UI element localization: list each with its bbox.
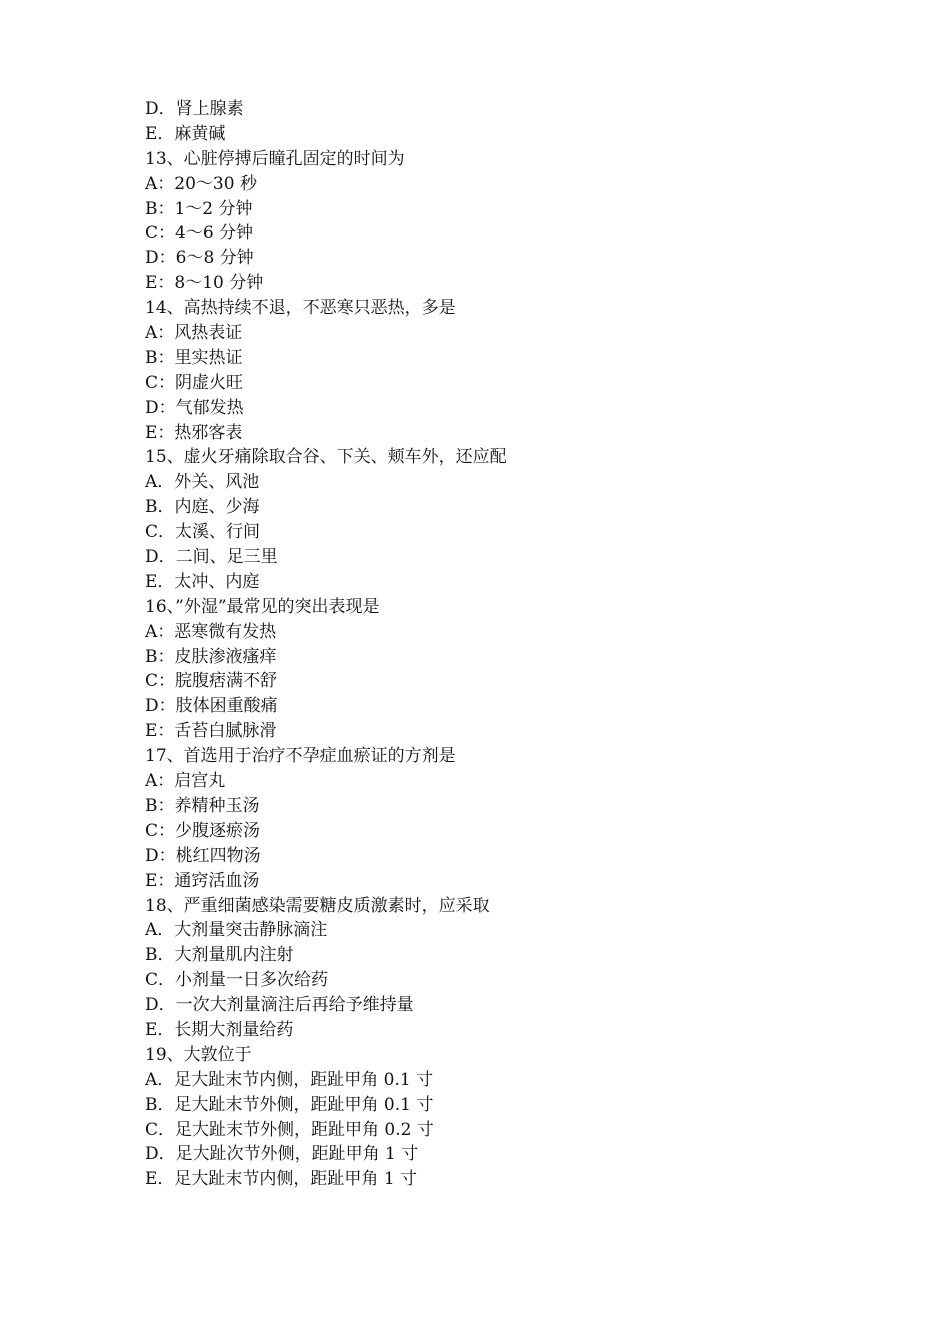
option-line: C：少腹逐瘀汤 bbox=[145, 820, 261, 841]
option-line: C：4～6 分钟 bbox=[145, 223, 254, 244]
question-line: 14、高热持续不退，不恶寒只恶热，多是 bbox=[145, 298, 456, 319]
option-line: B．大剂量肌内注射 bbox=[145, 945, 294, 966]
question-line: 15、虚火牙痛除取合谷、下关、颊车外，还应配 bbox=[145, 447, 507, 468]
document-page bbox=[145, 97, 845, 1192]
option-line: D：肢体困重酸痛 bbox=[145, 696, 278, 717]
option-line: A．外关、风池 bbox=[145, 472, 260, 493]
option-line: C．足大趾末节外侧，距趾甲角 0.2 寸 bbox=[145, 1119, 434, 1140]
option-line: C．太溪、行间 bbox=[145, 522, 261, 543]
option-line: E．麻黄碱 bbox=[145, 123, 226, 144]
option-line: E：8～10 分钟 bbox=[145, 273, 264, 294]
option-line: E．足大趾末节内侧，距趾甲角 1 寸 bbox=[145, 1169, 418, 1190]
option-line: E：热邪客表 bbox=[145, 422, 243, 443]
option-line: D．肾上腺素 bbox=[145, 99, 244, 119]
option-line: D：气郁发热 bbox=[145, 397, 244, 418]
question-line: 13、心脏停搏后瞳孔固定的时间为 bbox=[145, 148, 405, 169]
option-line: B．足大趾末节外侧，距趾甲角 0.1 寸 bbox=[145, 1094, 434, 1115]
question-line: 17、首选用于治疗不孕症血瘀证的方剂是 bbox=[145, 746, 456, 767]
question-line: 19、大敦位于 bbox=[145, 1044, 252, 1065]
option-line: E：通窍活血汤 bbox=[145, 870, 260, 891]
option-line: E：舌苔白腻脉滑 bbox=[145, 721, 277, 742]
option-line: D：6～8 分钟 bbox=[145, 248, 254, 269]
question-line: 16、”外湿”最常见的突出表现是 bbox=[145, 596, 380, 617]
option-line: A．足大趾末节内侧，距趾甲角 0.1 寸 bbox=[145, 1069, 434, 1090]
option-line: A：风热表证 bbox=[145, 323, 243, 344]
option-line: B：养精种玉汤 bbox=[145, 795, 260, 816]
option-line: E．长期大剂量给药 bbox=[145, 1019, 294, 1040]
option-line: B：里实热证 bbox=[145, 347, 243, 368]
option-line: A：20～30 秒 bbox=[145, 173, 257, 194]
option-line: E．太冲、内庭 bbox=[145, 571, 260, 592]
option-line: B．内庭、少海 bbox=[145, 497, 260, 518]
option-line: A：恶寒微有发热 bbox=[145, 621, 277, 642]
option-line: D．足大趾次节外侧，距趾甲角 1 寸 bbox=[145, 1144, 419, 1165]
option-line: D．一次大剂量滴注后再给予维持量 bbox=[145, 995, 414, 1016]
option-line: C：阴虚火旺 bbox=[145, 372, 244, 393]
option-line: D：桃红四物汤 bbox=[145, 845, 261, 866]
question-line: 18、严重细菌感染需要糖皮质激素时，应采取 bbox=[145, 895, 490, 916]
option-line: A：启宫丸 bbox=[145, 771, 226, 792]
option-line: B：1～2 分钟 bbox=[145, 198, 253, 219]
option-line: A．大剂量突击静脉滴注 bbox=[145, 920, 328, 941]
option-line: B：皮肤渗液瘙痒 bbox=[145, 646, 277, 667]
option-line: C：脘腹痞满不舒 bbox=[145, 671, 278, 692]
option-line: C．小剂量一日多次给药 bbox=[145, 970, 329, 991]
option-line: D．二间、足三里 bbox=[145, 547, 278, 568]
